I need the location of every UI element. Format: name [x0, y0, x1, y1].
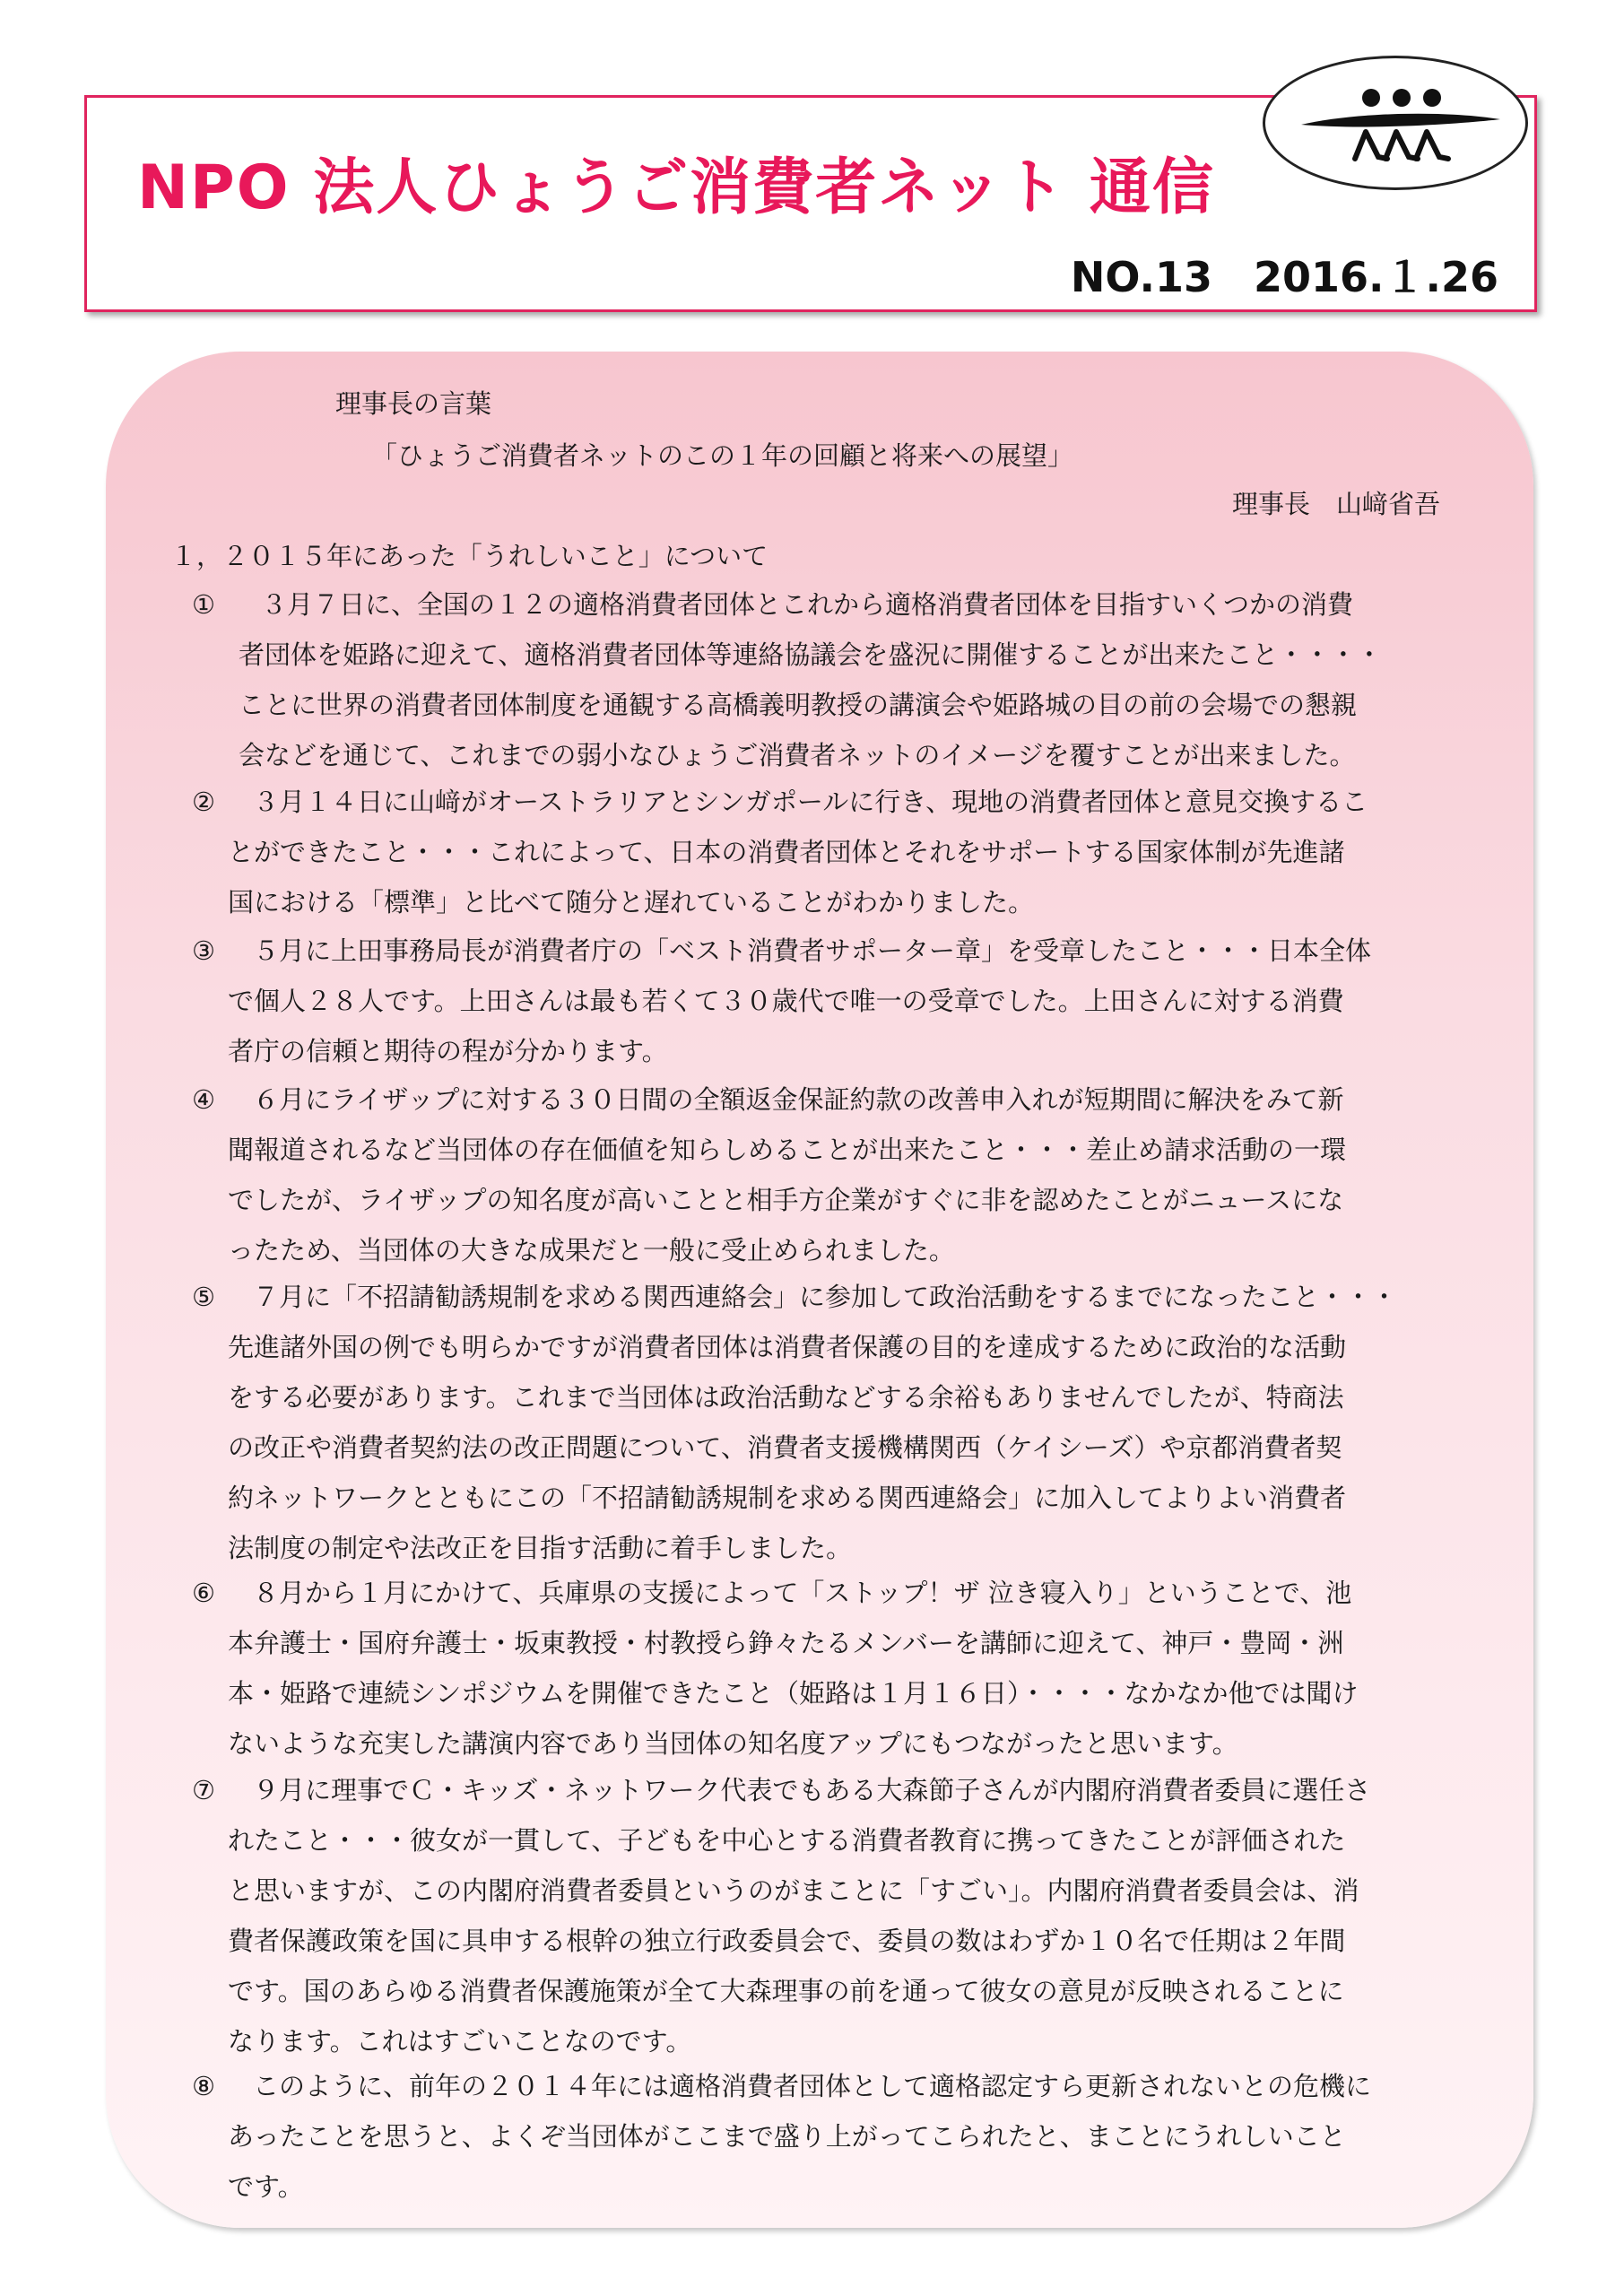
- item-line: 聞報道されるなど当団体の存在価値を知らしめることが出来たこと・・・差止め請求活動の一環: [228, 1135, 1347, 1165]
- issue-info: [1071, 245, 1498, 304]
- item-line: れたこと・・・彼女が一貫して、子どもを中心とする消費者教育に携ってきたことが評価された: [228, 1825, 1346, 1856]
- section-heading: １，２０１５年にあった「うれしいこと」について: [170, 541, 769, 571]
- item-number: ⑦: [192, 1775, 215, 1805]
- item-line: 会などを通じて、これまでの弱小なひょうご消費者ネットのイメージを覆すことが出来ました。: [239, 740, 1356, 770]
- item-number: ③: [192, 935, 215, 966]
- item-number: ⑧: [192, 2071, 215, 2101]
- item-line: 法制度の制定や法改正を目指す活動に着手しました。: [228, 1533, 853, 1563]
- people-logo-icon: [1263, 56, 1528, 190]
- item-line: ことに世界の消費者団体制度を通観する高橋義明教授の講演会や姫路城の目の前の会場での懇親: [239, 690, 1358, 720]
- item-number: ⑥: [192, 1578, 215, 1608]
- item-line: でしたが、ライザップの知名度が高いことと相手方企業がすぐに非を認めたことがニュースにな: [228, 1185, 1344, 1215]
- item-line: 国における「標準」と比べて随分と遅れていることがわかりました。: [228, 887, 1035, 918]
- item-line: ないような充実した講演内容であり当団体の知名度アップにもつながったと思います。: [228, 1728, 1238, 1759]
- item-line: ６月にライザップに対する３０日間の全額返金保証約款の改善申入れが短期間に解決をみて新: [253, 1084, 1344, 1115]
- item-line: なります。これはすごいことなのです。: [228, 2026, 692, 2057]
- item-number: ⑤: [192, 1282, 215, 1312]
- item-line: の改正や消費者契約法の改正問題について、消費者支援機構関西（ケイシーズ）や京都消費者契: [228, 1432, 1342, 1463]
- list-item-2: [228, 777, 1368, 927]
- list-item-6: [228, 1568, 1359, 1769]
- item-line: このように、前年の２０１４年には適格消費者団体として適格認定すら更新されないとの危機に: [253, 2071, 1372, 2101]
- issue-number: NO.13: [1070, 253, 1212, 301]
- list-item-8: [228, 2061, 1372, 2212]
- article-pre-title: 理事長の言葉: [335, 388, 492, 419]
- item-line: とができたこと・・・これによって、日本の消費者団体とそれをサポートする国家体制が先進諸: [228, 837, 1345, 867]
- item-line: をする必要があります。これまで当団体は政治活動などする余裕もありませんでしたが、特商法: [228, 1382, 1344, 1413]
- item-line: 費者保護政策を国に具申する根幹の独立行政委員会で、委員の数はわずか１０名で任期は２年間: [228, 1926, 1346, 1956]
- list-item-5: [228, 1272, 1398, 1573]
- item-number: ②: [192, 787, 215, 817]
- newsletter-title: NPO 法人ひょうご消費者ネット 通信: [137, 152, 1215, 223]
- issue-date: 2016.１.26: [1254, 253, 1498, 301]
- item-line: 約ネットワークとともにこの「不招請勧誘規制を求める関西連絡会」に加入してよりよい消費者: [228, 1483, 1347, 1513]
- item-line: 者団体を姫路に迎えて、適格消費者団体等連絡協議会を盛況に開催することが出来たこと・・・・: [239, 639, 1383, 670]
- list-item-1: [235, 579, 1382, 780]
- item-line: 本弁護士・国府弁護士・坂東教授・村教授ら錚々たるメンバーを講師に迎えて、神戸・豊岡・洲: [228, 1628, 1344, 1658]
- item-line: ７月に「不招請勧誘規制を求める関西連絡会」に参加して政治活動をするまでになったこと・・・: [253, 1282, 1398, 1312]
- list-item-3: [228, 926, 1372, 1076]
- item-line: ３月７日に、全国の１２の適格消費者団体とこれから適格消費者団体を目指すいくつかの消費: [235, 589, 1354, 620]
- item-line: で個人２８人です。上田さんは最も若くて３０歳代で唯一の受章でした。上田さんに対する消費: [228, 986, 1344, 1016]
- item-number: ④: [192, 1084, 215, 1115]
- list-item-7: [228, 1765, 1371, 2066]
- article-author: 理事長 山﨑省吾: [1232, 489, 1441, 519]
- item-line: ３月１４日に山﨑がオーストラリアとシンガポールに行き、現地の消費者団体と意見交換するこ: [253, 787, 1368, 817]
- item-line: ５月に上田事務局長が消費者庁の「ベスト消費者サポーター章」を受章したこと・・・日本全体: [253, 935, 1372, 966]
- item-line: あったことを思うと、よくぞ当団体がここまで盛り上がってこられたと、まことにうれしいこと: [228, 2121, 1346, 2152]
- list-item-4: [228, 1074, 1347, 1275]
- item-line: と思いますが、この内閣府消費者委員というのがまことに「すごい」。内閣府消費者委員会は、消: [228, 1875, 1359, 1906]
- item-number: ①: [192, 589, 215, 620]
- item-line: 本・姫路で連続シンポジウムを開催できたこと（姫路は１月１６日）・・・・なかなか他では聞け: [228, 1678, 1359, 1709]
- item-line: です。国のあらゆる消費者保護施策が全て大森理事の前を通って彼女の意見が反映されることに: [228, 1976, 1344, 2006]
- item-line: です。: [228, 2171, 304, 2202]
- item-line: ９月に理事でＣ・キッズ・ネットワーク代表でもある大森節子さんが内閣府消費者委員に選任さ: [253, 1775, 1371, 1805]
- item-line: ったため、当団体の大きな成果だと一般に受止められました。: [228, 1235, 955, 1265]
- article-subtitle: 「ひょうご消費者ネットのこの１年の回顧と将来への展望」: [371, 440, 1074, 471]
- item-line: 者庁の信頼と期待の程が分かります。: [228, 1036, 668, 1066]
- item-line: 先進諸外国の例でも明らかですが消費者団体は消費者保護の目的を達成するために政治的な活動: [228, 1332, 1347, 1362]
- item-line: ８月から１月にかけて、兵庫県の支援によって「ストップ！ザ 泣き寝入り」ということで、池: [253, 1578, 1352, 1608]
